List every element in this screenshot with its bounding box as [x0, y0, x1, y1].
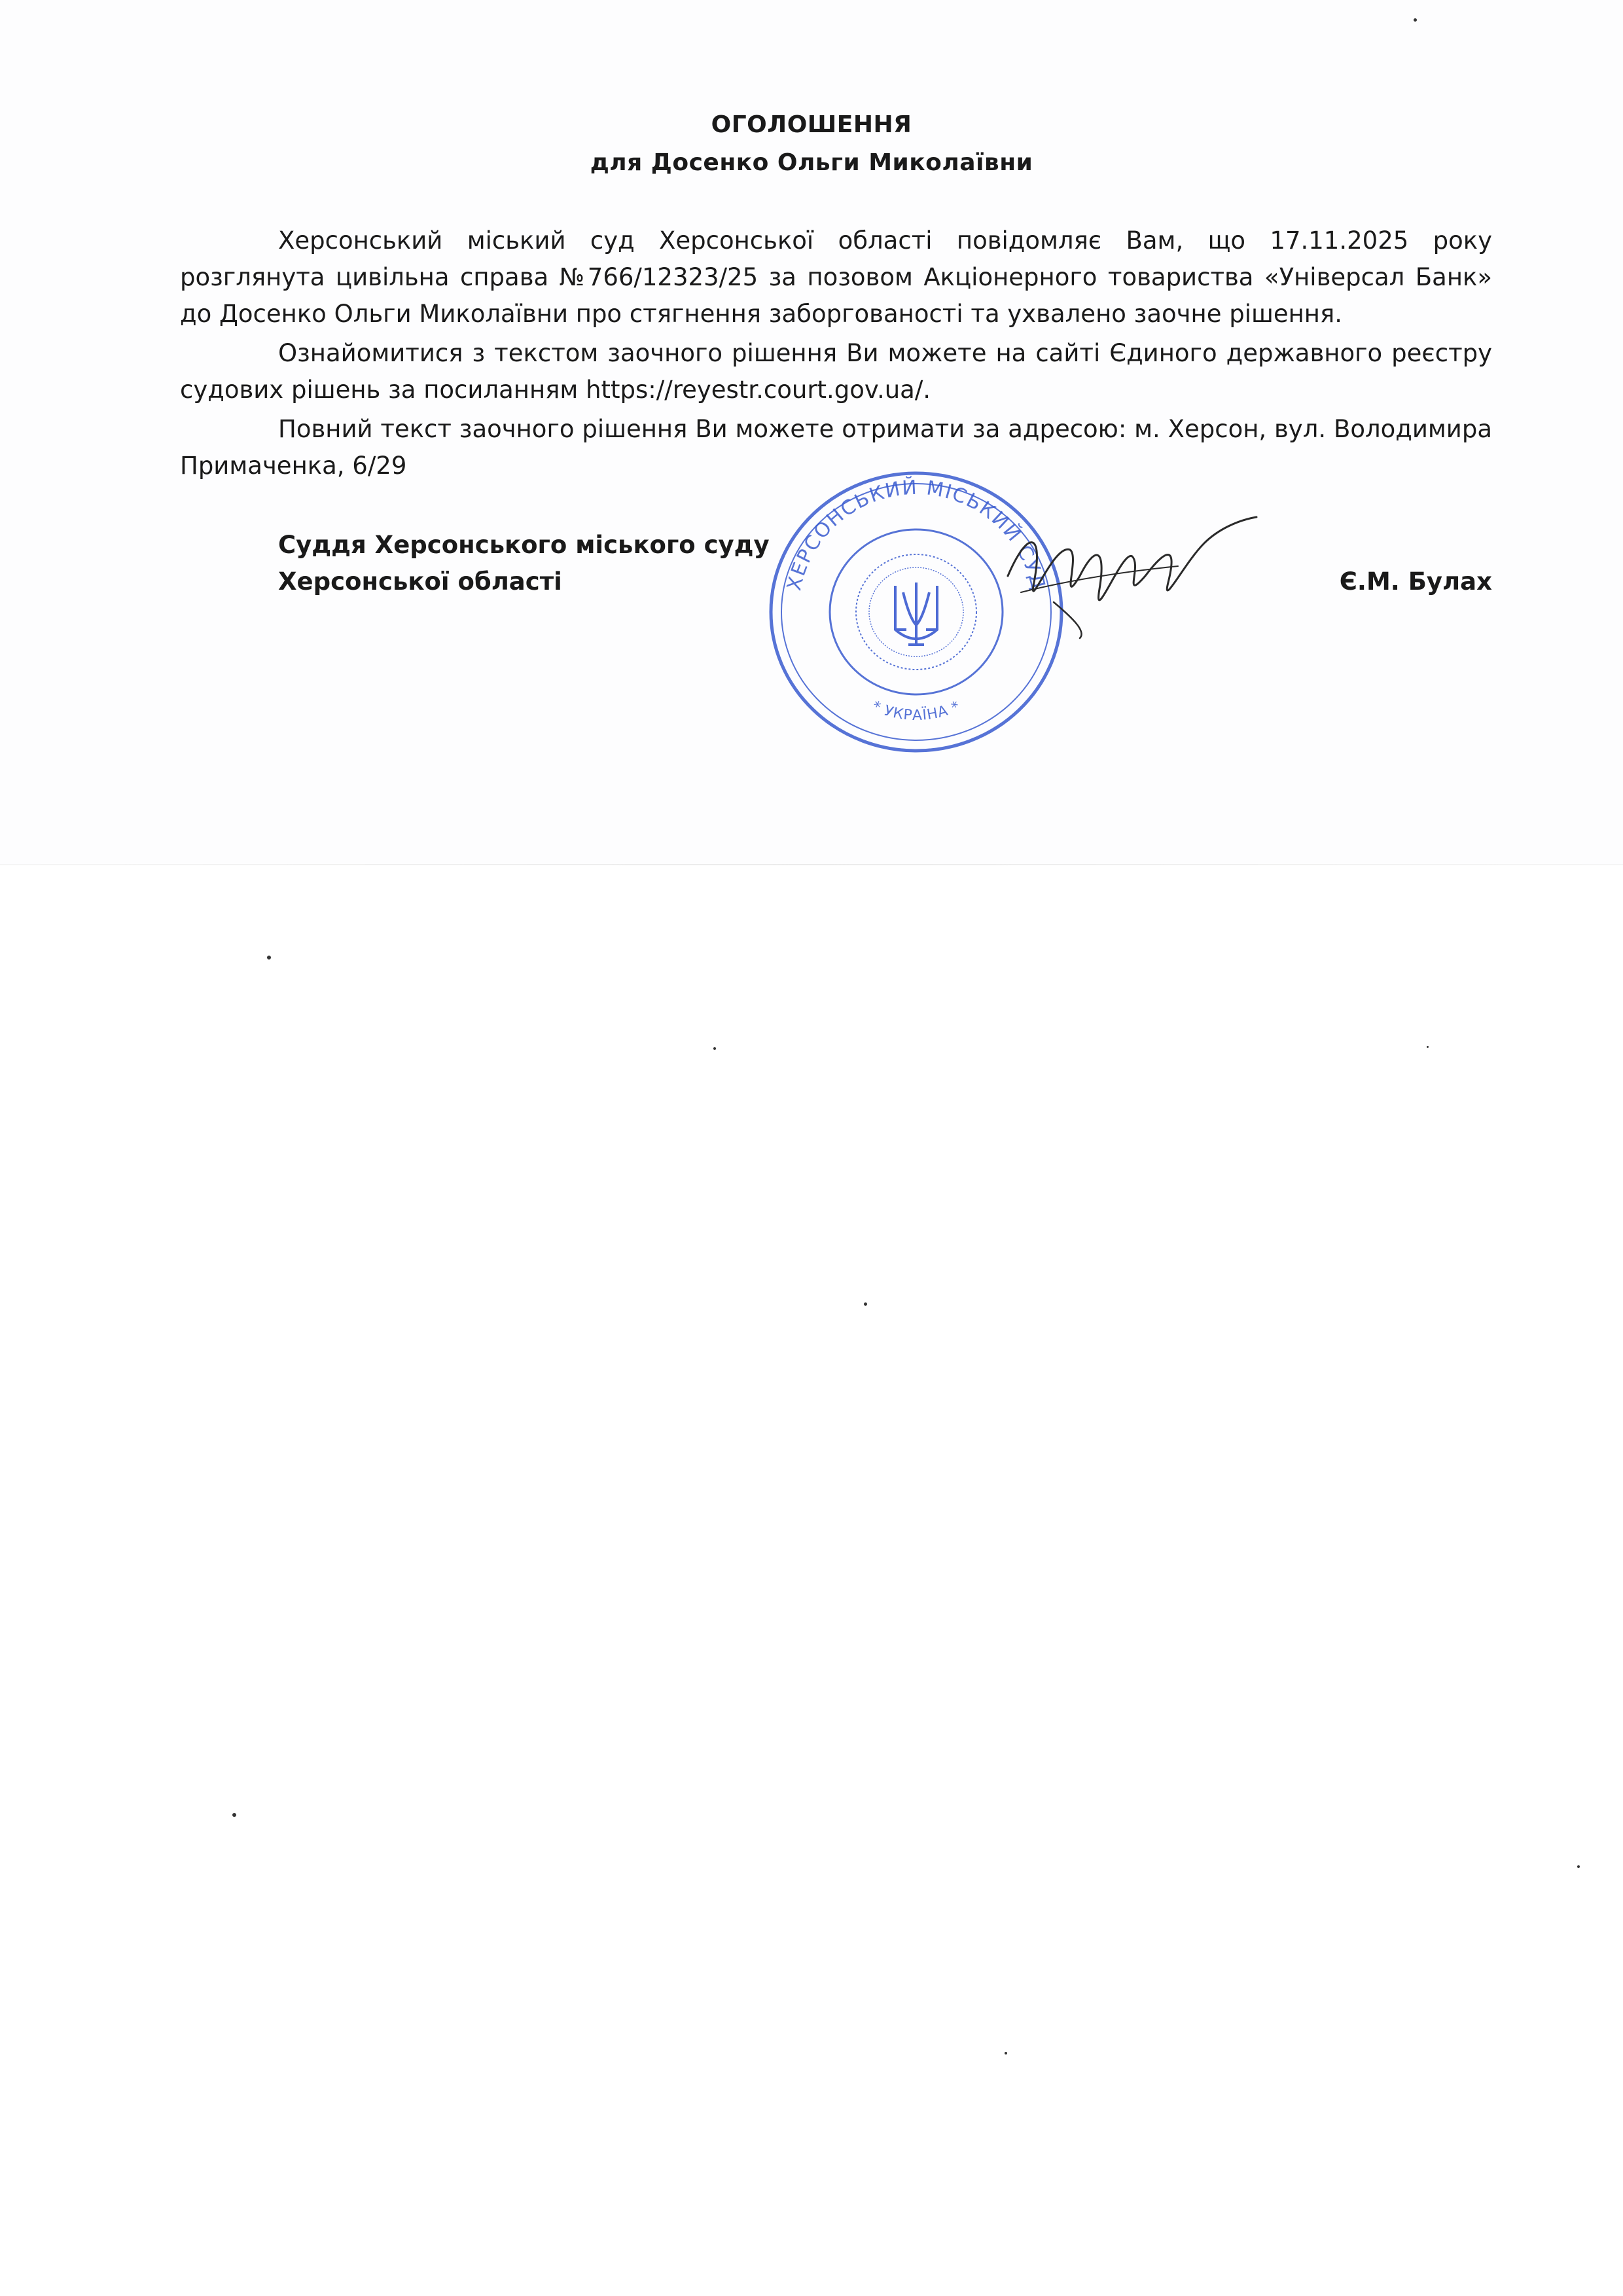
document-subtitle: для Досенко Ольги Миколаївни: [590, 149, 1033, 176]
trident-emblem-icon: [895, 583, 937, 645]
announcement-paragraph-2: [180, 335, 1492, 408]
paragraph-2-text: Ознайомитися з текстом заочного рішення Ви можете на сайті Єдиного державного реєстру судових рішень за посиланням https://reyestr.court.gov.ua/.: [180, 339, 1492, 404]
judge-position-line-2: Херсонської області: [278, 567, 562, 596]
scan-speck: [232, 1813, 236, 1817]
paragraph-1-text: Херсонський міський суд Херсонської області повідомляє Вам, що 17.11.2025 року розглянута цивільна справа №766/12323/25 за позовом Акціонерного товариства «Універсал Банк» до Досенко Ольги Миколаївни про стягнення заборгованості та ухвалено заочне рішення.: [180, 226, 1492, 328]
scan-edge-line: [0, 864, 1623, 865]
paragraph-3-text: Повний текст заочного рішення Ви можете отримати за адресою: м. Херсон, вул. Володимира Примаченка, 6/29: [180, 415, 1492, 480]
svg-text:* УКРАЇНА *: * УКРАЇНА *: [869, 698, 963, 725]
scan-speck: [864, 1302, 867, 1306]
judge-position-line-1: Суддя Херсонського міського суду: [278, 531, 770, 559]
judge-position: [278, 527, 770, 600]
scan-speck: [1414, 18, 1417, 22]
scan-speck: [1577, 1865, 1580, 1868]
scan-speck: [713, 1047, 716, 1050]
svg-text:ХЕРСОНСЬКИЙ МІСЬКИЙ СУД: ХЕРСОНСЬКИЙ МІСЬКИЙ СУД: [783, 476, 1050, 593]
judge-signature: [982, 504, 1270, 648]
scan-speck: [267, 956, 271, 960]
scan-speck: [1427, 1046, 1429, 1048]
scan-speck: [1005, 2052, 1007, 2054]
document-title: ОГОЛОШЕННЯ: [711, 111, 912, 138]
announcement-paragraph-1: [180, 223, 1492, 332]
judge-name: Є.М. Булах: [1339, 567, 1492, 596]
